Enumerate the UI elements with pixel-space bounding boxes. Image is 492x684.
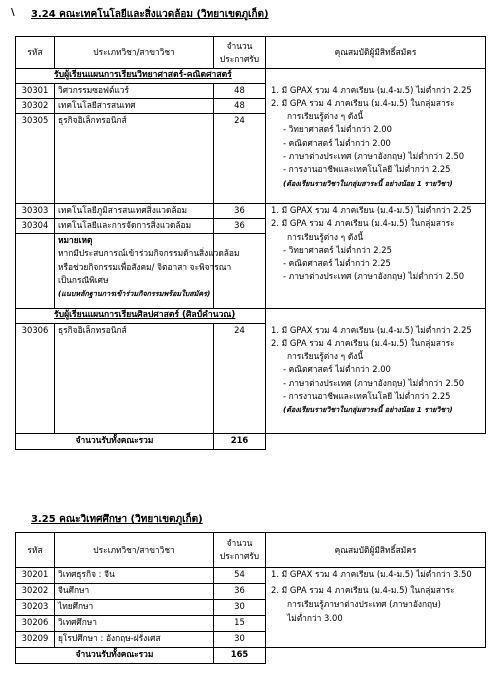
total-label: จำนวนรับทั้งคณะรวม	[16, 434, 214, 450]
header-code: รหัส	[16, 37, 55, 69]
qualification-note: (ต้องเรียนรายวิชาในกลุ่มสาระนี้ อย่างน้อย 1 รายวิชา)	[283, 405, 453, 415]
admission-table-1	[15, 36, 486, 450]
qualification-note: (ต้องเรียนรายวิชาในกลุ่มสาระนี้ อย่างน้อย 1 รายวิชา)	[283, 178, 453, 188]
program-code: 30209	[16, 632, 55, 648]
qualification-line: 2. มี GPA รวม 4 ภาคเรียน (ม.4-ม.5) ในกลุ่มสาระ	[271, 337, 455, 348]
program-name: วิเทศศึกษา	[55, 616, 214, 632]
qualification-line: - คณิตศาสตร์ ไม่ต่ำกว่า 2.25	[283, 258, 391, 269]
qualification-line: - การงานอาชีพและเทคโนโลยี ไม่ต่ำกว่า 2.25	[283, 164, 451, 175]
header-quota	[214, 533, 266, 568]
qualification-line: การเรียนรู้ภาษาต่างประเทศ (ภาษาอังกฤษ)	[287, 599, 441, 609]
header-quota	[214, 37, 266, 69]
program-code: 30206	[16, 616, 55, 632]
header-quota-line2: ประกาศรับ	[219, 551, 260, 561]
program-name: ไทยศึกษา	[55, 600, 214, 616]
program-code: 30203	[16, 600, 55, 616]
total-label: จำนวนรับทั้งคณะรวม	[16, 648, 214, 664]
total-spacer	[266, 648, 486, 664]
program-name: ธุรกิจอิเล็กทรอนิกส์	[55, 324, 214, 434]
qualifications-cell	[266, 204, 486, 309]
qualification-line: - วิทยาศาสตร์ ไม่ต่ำกว่า 2.00	[283, 124, 392, 135]
program-name: ธุรกิจอิเล็กทรอนิกส์	[55, 114, 214, 204]
program-quota: 30	[214, 600, 266, 616]
remark-cell	[55, 234, 240, 309]
remark-line: หากมีประสบการณ์เข้าร่วมกิจกรรมด้านสิ่งแวดล้อม	[58, 248, 240, 259]
qualification-line: 2. มี GPA รวม 4 ภาคเรียน (ม.4-ม.5) ในกลุ่มสาระ	[271, 97, 455, 108]
qualification-line: - การงานอาชีพและเทคโนโลยี ไม่ต่ำกว่า 2.25	[283, 390, 451, 401]
program-name: วิศวกรรมซอฟต์แวร์	[55, 84, 214, 99]
total-value: 165	[214, 648, 266, 664]
qualification-line: 1. มี GPAX รวม 4 ภาคเรียน (ม.4-ม.5) ไม่ต่ำกว่า 2.25	[271, 84, 472, 95]
qualification-line: 1. มี GPAX รวม 4 ภาคเรียน (ม.4-ม.5) ไม่ต่ำกว่า 2.25	[271, 205, 472, 215]
remark-line: เป็นกรณีพิเศษ	[58, 274, 109, 285]
subheader-science-math: รับผู้เรียนแผนการเรียนวิทยาศาสตร์-คณิตศาสตร์	[16, 69, 266, 84]
qualification-line: 2. มี GPA รวม 4 ภาคเรียน (ม.4-ม.5) ในกลุ่มสาระ	[271, 585, 455, 595]
program-code: 30302	[16, 99, 55, 114]
program-quota: 48	[214, 84, 266, 99]
header-qualifications: คุณสมบัติผู้มีสิทธิ์สมัคร	[266, 533, 486, 568]
header-program: ประเภทวิชา/สาขาวิชา	[55, 37, 214, 69]
total-value: 216	[214, 434, 266, 450]
program-quota: 36	[214, 204, 266, 219]
program-name: วิเทศธุรกิจ : จีน	[55, 568, 214, 584]
program-code: 30304	[16, 219, 55, 234]
header-code: รหัส	[16, 533, 55, 568]
remark-line: หรือช่วยกิจกรรมเพื่อสังคม/ จิตอาสา จะพิจารณา	[58, 261, 232, 272]
program-quota: 30	[214, 632, 266, 648]
qualification-line: - ภาษาต่างประเทศ (ภาษาอังกฤษ) ไม่ต่ำกว่า 2.50	[283, 150, 465, 161]
qualification-line: การเรียนรู้ต่าง ๆ ดังนี้	[287, 351, 364, 362]
program-quota: 15	[214, 616, 266, 632]
qualifications-cell	[266, 324, 486, 434]
program-name: ยุโรปศึกษา : อังกฤษ-ฝรั่งเศส	[55, 632, 214, 648]
header-quota-line1: จำนวน	[226, 538, 253, 548]
section-title-2	[31, 512, 203, 527]
qualifications-cell	[266, 568, 486, 648]
total-spacer	[266, 434, 486, 450]
section-title-text: 3.24 คณะเทคโนโลยีและสิ่งแวดล้อม (วิทยาเขตภูเก็ต)	[31, 9, 269, 20]
program-quota: 36	[214, 219, 266, 234]
header-quota-line2: ประกาศรับ	[219, 53, 260, 64]
program-name: เทคโนโลยีและการจัดการสิ่งแวดล้อม	[55, 219, 214, 234]
header-program: ประเภทวิชา/สาขาวิชา	[55, 533, 214, 568]
qualification-line: - ภาษาต่างประเทศ (ภาษาอังกฤษ) ไม่ต่ำกว่า 2.50	[283, 377, 465, 388]
subheader-arts-math: รับผู้เรียนแผนการเรียนศิลปศาสตร์ (ศิลป์คำนวณ)	[16, 309, 266, 324]
qualification-line: 1. มี GPAX รวม 4 ภาคเรียน (ม.4-ม.5) ไม่ต่ำกว่า 3.50	[271, 569, 472, 579]
header-qualifications: คุณสมบัติผู้มีสิทธิ์สมัคร	[266, 37, 486, 69]
admission-table-2	[15, 532, 486, 664]
section-title-2-text: 3.25 คณะวิเทศศึกษา (วิทยาเขตภูเก็ต)	[31, 514, 203, 525]
program-name: เทคโนโลยีสารสนเทศ	[55, 99, 214, 114]
qualification-line: - คณิตศาสตร์ ไม่ต่ำกว่า 2.00	[283, 137, 391, 148]
qualification-line: การเรียนรู้ต่าง ๆ ดังนี้	[287, 111, 364, 122]
qual-spacer	[266, 69, 486, 84]
qual-spacer	[266, 309, 486, 324]
program-code: 30201	[16, 568, 55, 584]
program-code: 30303	[16, 204, 55, 219]
remark-title: หมายเหตุ	[58, 235, 93, 245]
qualification-line: - คณิตศาสตร์ ไม่ต่ำกว่า 2.00	[283, 364, 391, 375]
note-spacer	[16, 234, 55, 309]
qualification-line: - วิทยาศาสตร์ ไม่ต่ำกว่า 2.25	[283, 244, 392, 255]
header-quota-line1: จำนวน	[226, 40, 253, 51]
program-quota: 54	[214, 568, 266, 584]
program-name: จีนศึกษา	[55, 584, 214, 600]
program-code: 30305	[16, 114, 55, 204]
qualification-line: 2. มี GPA รวม 4 ภาคเรียน (ม.4-ม.5) ในกลุ่มสาระ	[271, 218, 455, 229]
qualification-line: - ภาษาต่างประเทศ (ภาษาอังกฤษ) ไม่ต่ำกว่า 2.50	[283, 271, 465, 282]
program-code: 30306	[16, 324, 55, 434]
section-marker: \	[11, 7, 15, 18]
program-code: 30301	[16, 84, 55, 99]
program-quota: 24	[214, 324, 266, 434]
qualification-line: ไม่ต่ำกว่า 3.00	[287, 613, 343, 623]
program-quota: 48	[214, 99, 266, 114]
program-quota: 24	[214, 114, 266, 204]
section-title	[31, 7, 269, 22]
program-name: เทคโนโลยีภูมิสารสนเทศสิ่งแวดล้อม	[55, 204, 214, 219]
qualifications-cell	[266, 84, 486, 204]
remark-italic: (แนบหลักฐานการเข้าร่วมกิจกรรมพร้อมใบสมัคร)	[58, 289, 211, 299]
qualification-line: การเรียนรู้ต่าง ๆ ดังนี้	[287, 231, 364, 242]
program-quota: 36	[214, 584, 266, 600]
program-code: 30202	[16, 584, 55, 600]
qualification-line: 1. มี GPAX รวม 4 ภาคเรียน (ม.4-ม.5) ไม่ต่ำกว่า 2.25	[271, 324, 472, 335]
